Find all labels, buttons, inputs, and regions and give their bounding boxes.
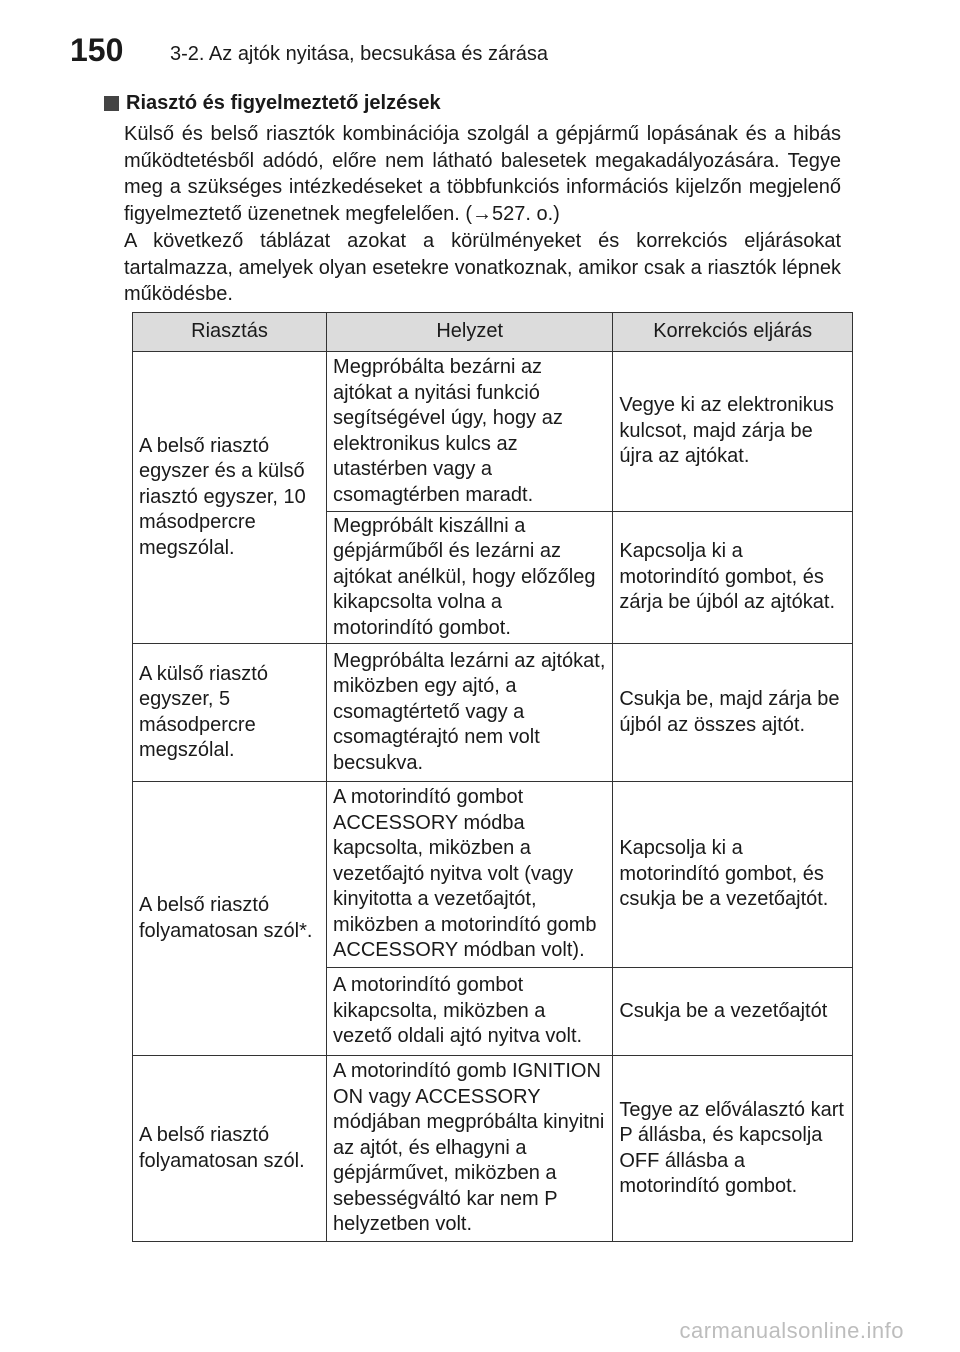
table-row	[133, 782, 853, 968]
page-number: 150	[70, 32, 124, 68]
table-intro-paragraph: A következő táblázat azokat a körülményeket és korrekciós eljárásokat tartalmazza, amelyek olyan esetekre vonatkoznak, amikor csak a riasztók lépnek működésbe.	[124, 230, 841, 305]
section-heading-text: Riasztó és figyelmeztető jelzések	[126, 92, 441, 114]
action-cell: Csukja be a vezetőajtót	[613, 968, 853, 1056]
watermark: carmanualsonline.info	[679, 1318, 904, 1343]
alarm-cell: A belső riasztó egyszer és a külső riasztó egyszer, 10 másodpercre megszólal.	[133, 352, 327, 644]
table-row	[133, 352, 853, 512]
situation-cell: A motorindító gomb IGNITION ON vagy ACCESSORY módjában megpróbálta kinyitni az ajtót, és elhagyni a gépjárművet, miközben a sebességváltó kar nem P helyzetben volt.	[327, 1056, 613, 1242]
situation-cell: Megpróbálta bezárni az ajtókat a nyitási funkció segítségével úgy, hogy az elektronikus kulcs az utastérben vagy a csomagtérben maradt.	[327, 352, 613, 512]
alarm-table	[132, 312, 853, 1242]
section-heading	[104, 92, 441, 115]
situation-cell: A motorindító gombot ACCESSORY módba kapcsolta, miközben a vezetőajtó nyitva volt (vagy kinyitotta a vezetőajtót, miközben a motorindító gomb ACCESSORY módban volt).	[327, 782, 613, 968]
table-row	[133, 644, 853, 782]
square-bullet-icon	[104, 96, 119, 111]
alarm-cell: A külső riasztó egyszer, 5 másodpercre megszólal.	[133, 644, 327, 782]
action-cell: Csukja be, majd zárja be újból az összes ajtót.	[613, 644, 853, 782]
situation-cell: A motorindító gombot kikapcsolta, miközben a vezető oldali ajtó nyitva volt.	[327, 968, 613, 1056]
action-cell: Kapcsolja ki a motorindító gombot, és csukja be a vezetőajtót.	[613, 782, 853, 968]
alarm-cell: A belső riasztó folyamatosan szól*.	[133, 782, 327, 1056]
chapter-title: 3-2. Az ajtók nyitása, becsukása és zárása	[170, 43, 548, 65]
situation-cell: Megpróbálta lezárni az ajtókat, miközben egy ajtó, a csomagtértető vagy a csomagtérajtó nem volt becsukva.	[327, 644, 613, 782]
action-cell: Kapcsolja ki a motorindító gombot, és zárja be újból az ajtókat.	[613, 512, 853, 644]
header-situation: Helyzet	[327, 313, 613, 352]
header-action: Korrekciós eljárás	[613, 313, 853, 352]
intro-paragraph: Külső és belső riasztók kombinációja szolgál a gépjármű lopásának és a hibás működtetésből adódó, előre nem látható balesetek megakadályozására. Tegye meg a szükséges intézkedéseket a többfunkciós információs kijelzőn megjelenő figyelmeztető üzenetnek megfelelően. (→527. o.)	[124, 123, 841, 225]
situation-cell: Megpróbált kiszállni a gépjárműből és lezárni az ajtókat anélkül, hogy előzőleg kikapcsolta volna a motorindító gombot.	[327, 512, 613, 644]
alarm-cell: A belső riasztó folyamatosan szól.	[133, 1056, 327, 1242]
action-cell: Tegye az előválasztó kart P állásba, és kapcsolja OFF állásba a motorindító gombot.	[613, 1056, 853, 1242]
table-row	[133, 1056, 853, 1242]
action-cell: Vegye ki az elektronikus kulcsot, majd zárja be újra az ajtókat.	[613, 352, 853, 512]
table-header-row	[133, 313, 853, 352]
header-alarm: Riasztás	[133, 313, 327, 352]
